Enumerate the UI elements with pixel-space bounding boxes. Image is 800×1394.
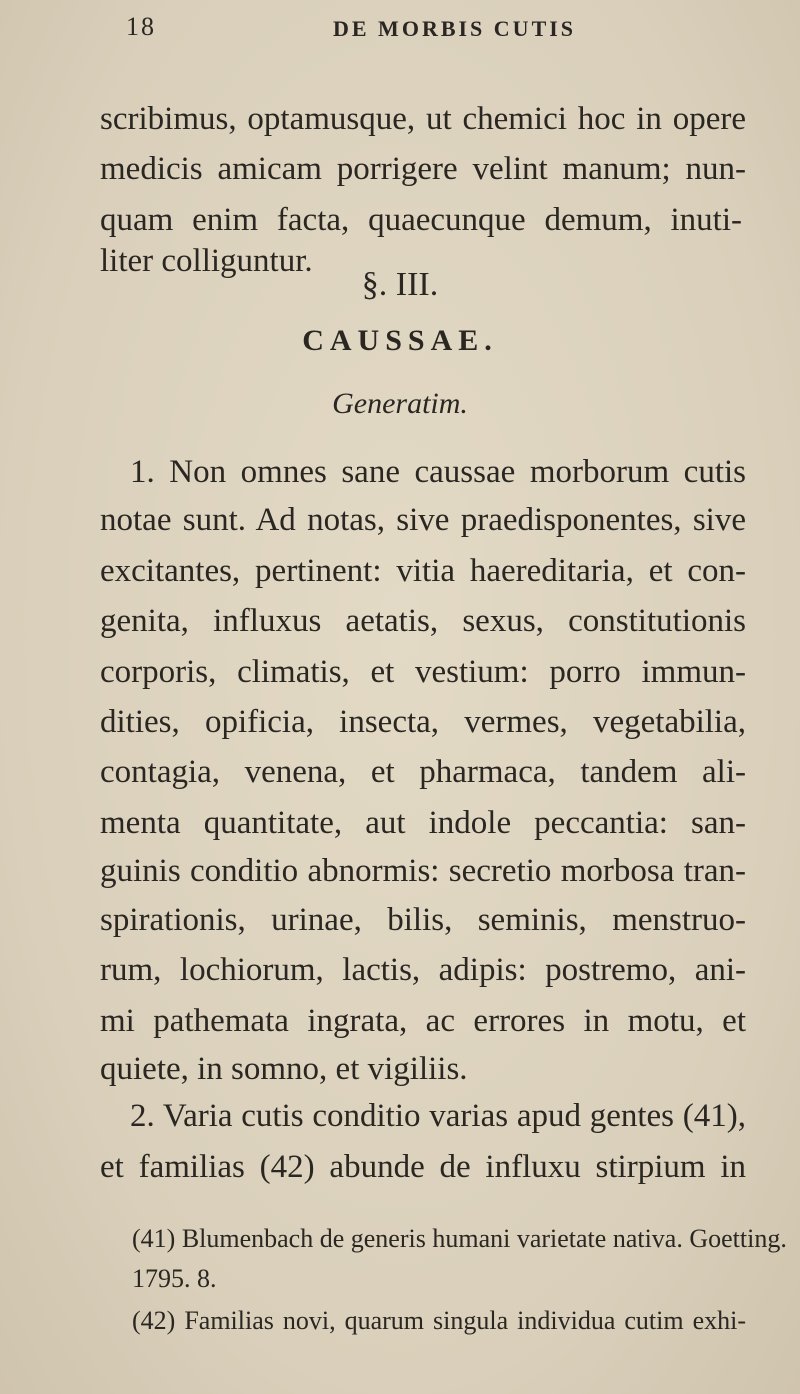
paragraph-line: 2. Varia cutis conditio varias apud gentes (41), xyxy=(130,1098,746,1135)
paragraph-line: contagia, venena, et pharmaca, tandem ali- xyxy=(100,754,746,791)
text-line: liter colliguntur. xyxy=(100,243,313,280)
page-number: 18 xyxy=(126,12,156,41)
footnote-41-cont: 1795. 8. xyxy=(132,1264,217,1293)
text-line: quam enim facta, quaecunque demum, inuti- xyxy=(100,201,742,238)
section-subtitle: Generatim. xyxy=(332,387,468,420)
running-title: DE MORBIS CUTIS xyxy=(333,16,577,41)
paragraph-line: excitantes, pertinent: vitia haereditaria, et con- xyxy=(100,552,746,589)
paragraph-line: quiete, in somno, et vigiliis. xyxy=(100,1051,468,1088)
paragraph-line: rum, lochiorum, lactis, adipis: postremo, ani- xyxy=(100,952,746,989)
paragraph-line: corporis, climatis, et vestium: porro immun- xyxy=(100,653,746,690)
text-line: medicis amicam porrigere velint manum; nun- xyxy=(100,151,746,188)
footnote-42: (42) Familias novi, quarum singula individua cutim exhi- xyxy=(132,1306,746,1335)
footnote-41: (41) Blumenbach de generis humani varietate nativa. Goetting. xyxy=(132,1224,787,1253)
paragraph-line: guinis conditio abnormis: secretio morbosa tran- xyxy=(100,853,746,890)
section-number: §. III. xyxy=(361,265,439,303)
text-line: scribimus, optamusque, ut chemici hoc in opere xyxy=(100,101,746,137)
paragraph-line: menta quantitate, aut indole peccantia: san- xyxy=(100,804,746,841)
page-header xyxy=(110,8,690,48)
section-title: CAUSSAE. xyxy=(302,324,498,357)
paragraph-line: mi pathemata ingrata, ac errores in motu, et xyxy=(100,1002,746,1039)
paragraph-line: genita, influxus aetatis, sexus, constitutionis xyxy=(100,603,746,640)
paragraph-line: notae sunt. Ad notas, sive praedisponentes, sive xyxy=(100,502,746,539)
paragraph-line: spirationis, urinae, bilis, seminis, menstruo- xyxy=(100,902,746,938)
paragraph-line: et familias (42) abunde de influxu stirpium in xyxy=(100,1148,746,1185)
paragraph-line: dities, opificia, insecta, vermes, vegetabilia, xyxy=(100,704,746,740)
paragraph-line: 1. Non omnes sane caussae morborum cutis xyxy=(130,453,746,490)
